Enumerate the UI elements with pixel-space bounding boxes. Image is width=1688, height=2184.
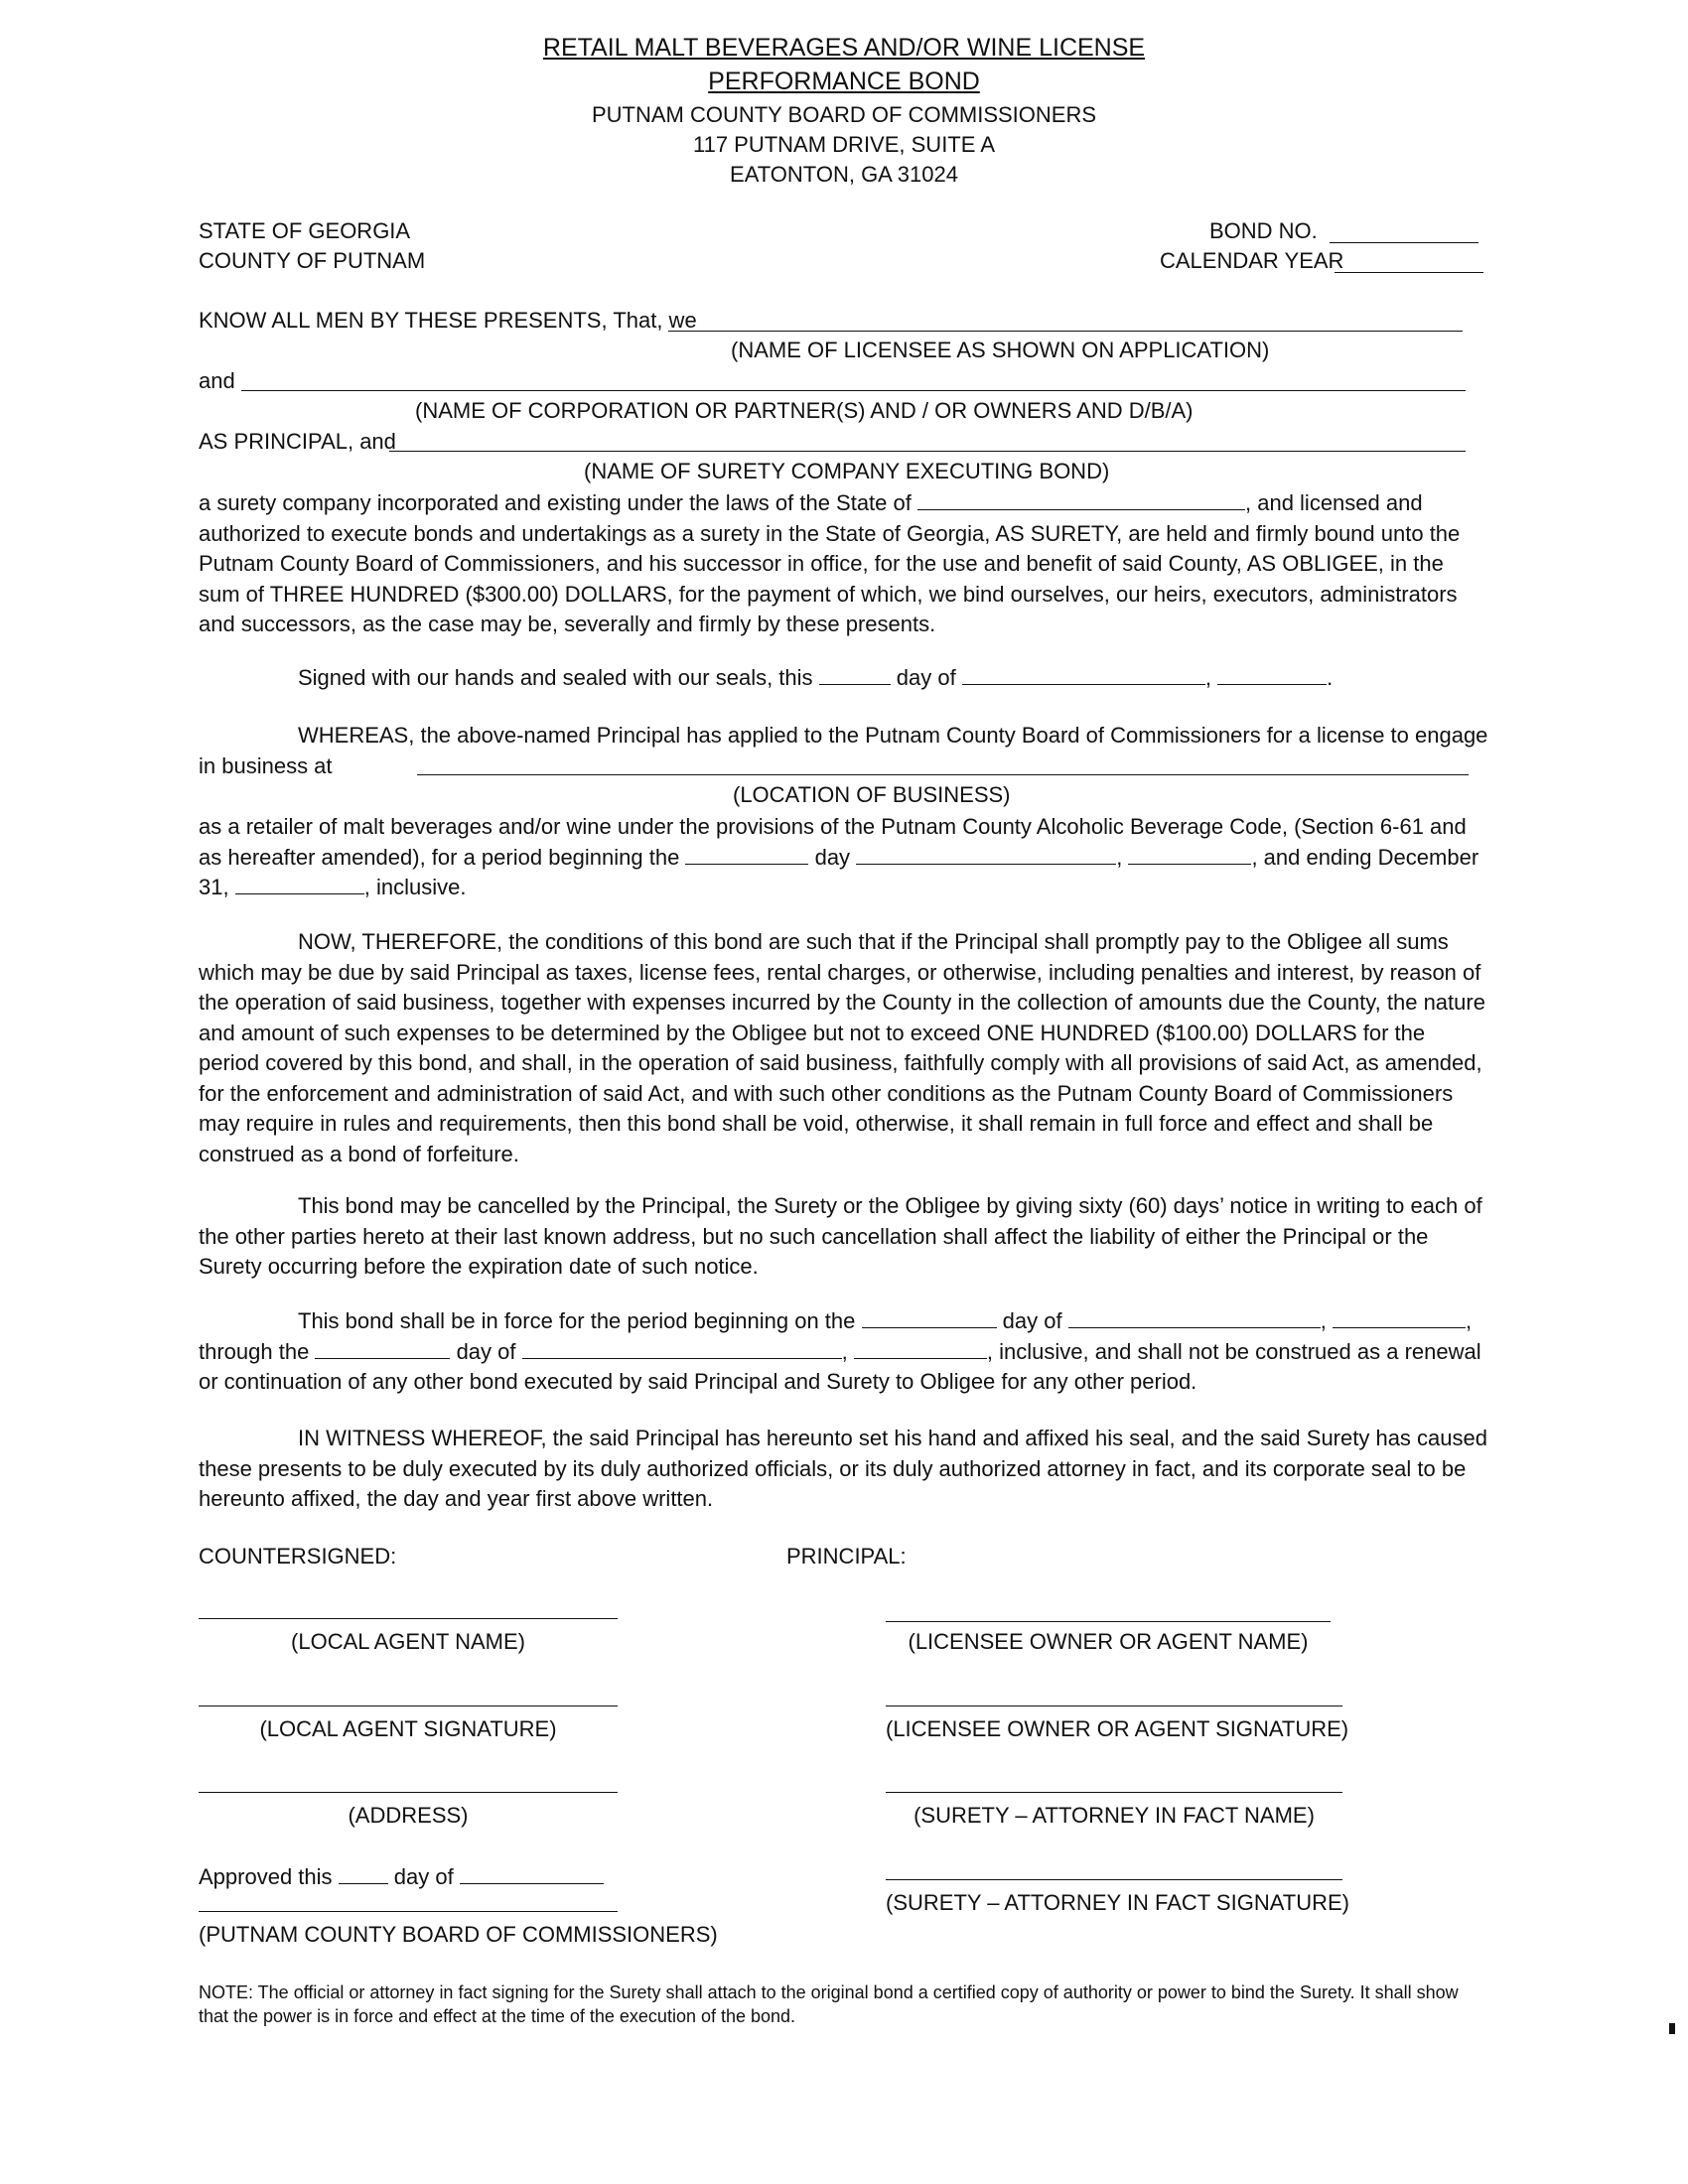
now-therefore-paragraph: NOW, THEREFORE, the conditions of this bond are such that if the Principal shall promptly pay to the Obligee all sums which may be due by said Principal as taxes, license fees, rental charges, or otherwise, including penalties and interest, by reason of the operation of said business, together with expenses incurred by the County in the collection of amounts due the County, the nature and amount of such expenses to be determined by the Obligee but not to exceed ONE HUNDRED ($100.00) DOLLARS for the period covered by this bond, and shall, in the operation of said business, faithfully comply with all provisions of said Act, as amended, for the enforcement and administration of said Act, and with such other conditions as the Putnam County Board of Commissioners may require in rules and requirements, then this bond shall be void, otherwise, it shall remain in full force and effect and shall be construed as a bond of forfeiture. [199, 929, 1485, 1166]
approved-month-field[interactable] [460, 1865, 604, 1884]
state-of-incorporation-field[interactable] [917, 491, 1245, 510]
witness-paragraph: IN WITNESS WHEREOF, the said Principal has hereunto set his hand and affixed his seal, and the said Surety has caused these presents to be duly executed by its duly authorized officials, or its duly authorized attorney in fact, and its corporate seal to be hereunto affixed, the day and year first above written. [199, 1426, 1487, 1511]
period-start-year-field[interactable] [1128, 846, 1251, 865]
corporation-name-field[interactable] [241, 390, 1466, 391]
licensee-signature-caption: (LICENSEE OWNER OR AGENT SIGNATURE) [886, 1716, 1349, 1741]
licensee-name-field[interactable] [668, 331, 1463, 332]
force-end-year-field[interactable] [854, 1340, 987, 1359]
as-principal-label: AS PRINCIPAL, and [199, 429, 396, 454]
bond-no-field[interactable] [1330, 242, 1478, 243]
whereas-paragraph: WHEREAS, the above-named Principal has applied to the Putnam County Board of Commissioners for a license to engage in business at [199, 723, 1488, 778]
surety-caption: (NAME OF SURETY COMPANY EXECUTING BOND) [584, 459, 1110, 483]
form-title: RETAIL MALT BEVERAGES AND/OR WINE LICENSE [542, 34, 1146, 62]
surety-paragraph: a surety company incorporated and existing under the laws of the State of , and licensed and authorized to execute bonds and undertakings as a surety in the State of Georgia, AS SURETY, are held and firmly bound unto the Putnam County Board of Commissioners, and his successor in office, for the use and benefit of said County, AS OBLIGEE, in the sum of THREE HUNDRED ($300.00) DOLLARS, for the payment of which, we bind ourselves, our heirs, executors, administrators and successors, as the case may be, severally and firmly by these presents. [199, 490, 1461, 636]
attorney-signature-caption: (SURETY – ATTORNEY IN FACT SIGNATURE) [886, 1890, 1349, 1915]
location-caption: (LOCATION OF BUSINESS) [733, 782, 1011, 807]
period-end-year-field[interactable] [235, 876, 364, 894]
countersigned-label: COUNTERSIGNED: [199, 1544, 397, 1569]
county-label: COUNTY OF PUTNAM [199, 248, 426, 273]
board-signature-line[interactable] [199, 1911, 618, 1912]
signed-paragraph: Signed with our hands and sealed with our seals, this day of , . [298, 665, 1334, 690]
signed-year-field[interactable] [1217, 666, 1327, 685]
address-line[interactable] [199, 1792, 618, 1793]
surety-company-field[interactable] [389, 451, 1466, 452]
local-agent-name-caption: (LOCAL AGENT NAME) [291, 1629, 525, 1654]
approved-line: Approved this day of [199, 1864, 604, 1890]
principal-label: PRINCIPAL: [786, 1544, 907, 1569]
local-agent-signature-caption: (LOCAL AGENT SIGNATURE) [259, 1716, 557, 1741]
page-mark [1669, 2023, 1675, 2034]
retailer-paragraph: as a retailer of malt beverages and/or wine under the provisions of the Putnam County Alcoholic Beverage Code, (Section 6-61 and as hereafter amended), for a period beginning the day , , and ending December 31, , inclusive. [199, 814, 1479, 899]
attorney-name-caption: (SURETY – ATTORNEY IN FACT NAME) [914, 1803, 1315, 1828]
licensee-name-caption: (LICENSEE OWNER OR AGENT NAME) [908, 1629, 1309, 1654]
licensee-caption: (NAME OF LICENSEE AS SHOWN ON APPLICATION) [731, 338, 1270, 362]
know-all-text: KNOW ALL MEN BY THESE PRESENTS, That, we [199, 308, 697, 333]
state-label: STATE OF GEORGIA [199, 218, 411, 243]
form-subtitle: PERFORMANCE BOND [708, 68, 980, 95]
board-caption: (PUTNAM COUNTY BOARD OF COMMISSIONERS) [199, 1922, 718, 1947]
force-end-day-field[interactable] [315, 1340, 450, 1359]
calendar-year-label: CALENDAR YEAR [1160, 248, 1344, 273]
local-agent-name-line[interactable] [199, 1618, 618, 1619]
signed-day-field[interactable] [819, 666, 891, 685]
bond-no-label: BOND NO. [1209, 218, 1318, 243]
attorney-name-line[interactable] [886, 1792, 1342, 1793]
approved-day-field[interactable] [339, 1865, 388, 1884]
force-start-day-field[interactable] [862, 1309, 997, 1328]
period-start-day-field[interactable] [685, 846, 808, 865]
calendar-year-field[interactable] [1335, 272, 1483, 273]
cancellation-paragraph: This bond may be cancelled by the Principal, the Surety or the Obligee by giving sixty (60) days’ notice in writing to each of the other parties hereto at their last known address, but no such cancellation shall affect the liability of either the Principal or the Surety occurring before the expiration date of such notice. [199, 1193, 1482, 1279]
force-end-month-field[interactable] [522, 1340, 842, 1359]
address-caption: (ADDRESS) [348, 1803, 469, 1828]
business-location-field[interactable] [417, 774, 1469, 775]
force-start-year-field[interactable] [1333, 1309, 1466, 1328]
org-address-1: 117 PUTNAM DRIVE, SUITE A [692, 132, 995, 157]
org-name: PUTNAM COUNTY BOARD OF COMMISSIONERS [591, 102, 1097, 127]
signed-month-field[interactable] [962, 666, 1205, 685]
surety-note: NOTE: The official or attorney in fact signing for the Surety shall attach to the original bond a certified copy of authority or power to bind the Surety. It shall show that the power is in force and effect at the time of the execution of the bond. [199, 1982, 1459, 2026]
and-label: and [199, 368, 235, 393]
force-period-paragraph: This bond shall be in force for the period beginning on the day of , , through the day of , , inclusive, and shall not be construed as a renewal or continuation of any other bond executed by said Principal and Surety to Obligee for any other period. [199, 1308, 1481, 1394]
force-start-month-field[interactable] [1068, 1309, 1321, 1328]
attorney-signature-line[interactable] [886, 1879, 1342, 1880]
period-start-month-field[interactable] [856, 846, 1116, 865]
licensee-name-line[interactable] [886, 1621, 1331, 1622]
corporation-caption: (NAME OF CORPORATION OR PARTNER(S) AND / OR OWNERS AND D/B/A) [415, 398, 1194, 423]
org-address-2: EATONTON, GA 31024 [730, 162, 958, 187]
